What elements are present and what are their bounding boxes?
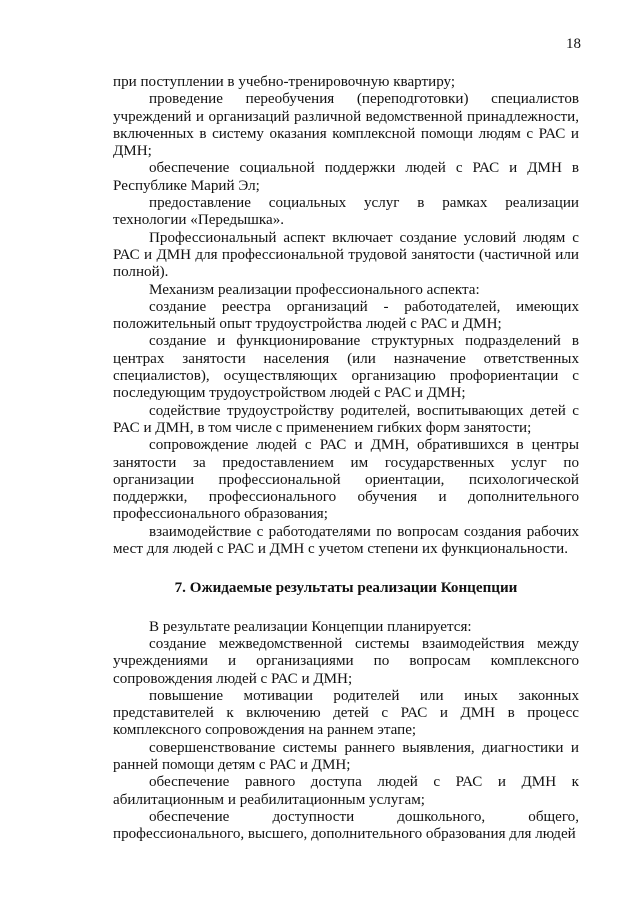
page-content [113,74,579,843]
paragraph: предоставление социальных услуг в рамках реализации технологии «Передышка». [113,195,579,229]
paragraphs-after-heading [113,619,579,844]
paragraph: создание реестра организаций - работодателей, имеющих положительный опыт трудоустройства людей с РАС и ДМН; [113,298,579,333]
paragraph: Профессиональный аспект включает создание условий людям с РАС и ДМН для профессиональной трудовой занятости (частичной или полной). [113,229,579,281]
paragraph: обеспечение равного доступа людей с РАС и ДМН к абилитационным и реабилитационным услугам; [113,774,579,808]
section-heading: 7. Ожидаемые результаты реализации Концепции [174,580,518,597]
paragraph: сопровождение людей с РАС и ДМН, обратившихся в центры занятости за предоставлением им государственных услуг по организации профессиональной ориентации, психологической поддержки, профессионального обучения и дополнительного профессионального образования; [113,437,579,523]
paragraph: при поступлении в учебно-тренировочную квартиру; [113,74,456,90]
paragraph: создание межведомственной системы взаимодействия между учреждениями и организациями по вопросам комплексного сопровождения людей с РАС и ДМН; [113,635,579,687]
page-number: 18 [566,36,581,52]
paragraph: содействие трудоустройству родителей, воспитывающих детей с РАС и ДМН, в том числе с применением гибких форм занятости; [113,402,579,436]
paragraph: создание и функционирование структурных подразделений в центрах занятости населения (или назначение ответственных специалистов), осуществляющих организацию профориентации с последующим трудоустройством людей с РАС и ДМН; [113,333,579,402]
paragraph: совершенствование системы раннего выявления, диагностики и ранней помощи детям с РАС и ДМН; [113,739,579,773]
paragraph: обеспечение доступности дошкольного, общего, профессионального, высшего, дополнительного образования для людей [113,808,579,843]
paragraph: взаимодействие с работодателями по вопросам создания рабочих мест для людей с РАС и ДМН с учетом степени их функциональности. [113,523,579,558]
paragraph: повышение мотивации родителей или иных законных представителей к включению детей с РАС и ДМН в процесс комплексного сопровождения на раннем этапе; [113,687,579,739]
paragraphs-before-heading [113,74,579,558]
paragraph: обеспечение социальной поддержки людей с РАС и ДМН в Республике Марий Эл; [113,160,579,194]
paragraph: проведение переобучения (переподготовки) специалистов учреждений и организаций различной ведомственной принадлежности, включенных в систему оказания комплексной помощи людям с РАС и ДМН; [113,91,579,160]
paragraph: Механизм реализации профессионального аспекта: [149,281,480,298]
paragraph: В результате реализации Концепции планируется: [149,618,472,635]
